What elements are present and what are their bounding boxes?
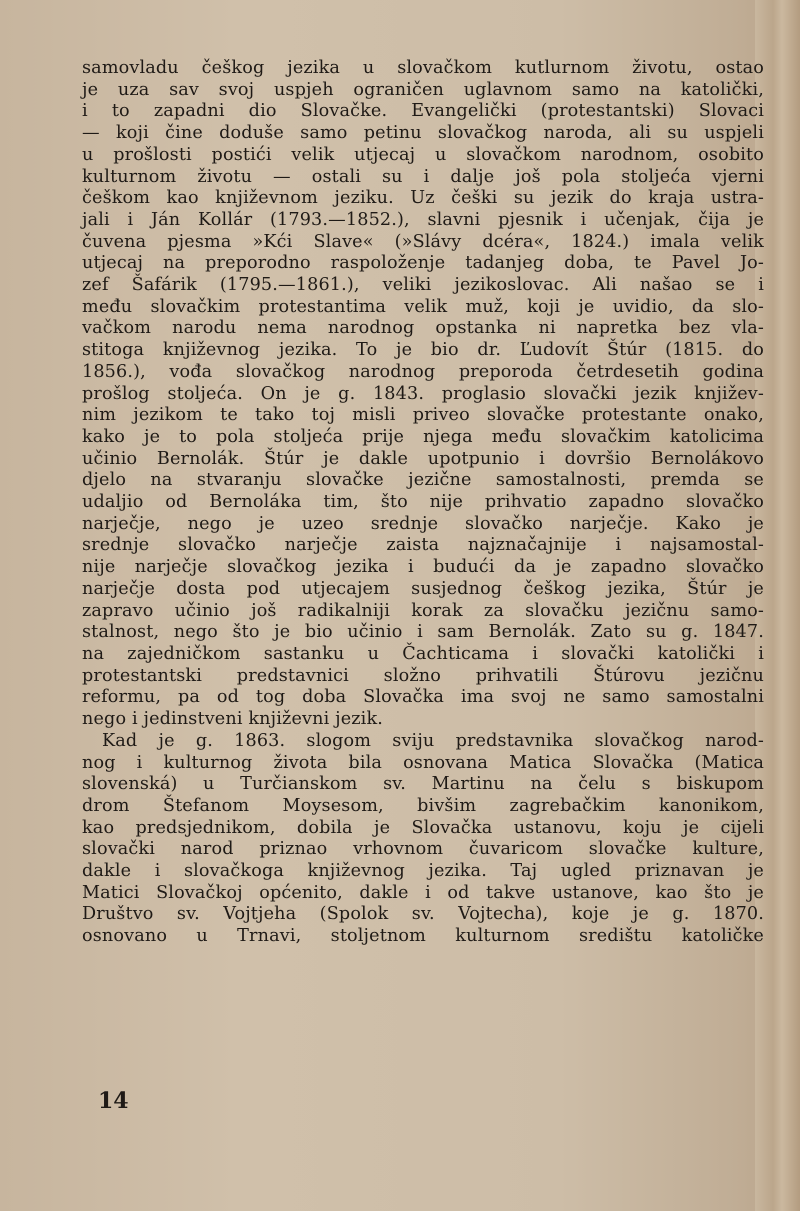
text-line: kao predsjednikom, dobila je Slovačka ustanovu, koju je cijeli — [82, 817, 764, 838]
page-number: 14 — [98, 1088, 129, 1114]
text-line: utjecaj na preporodno raspoloženje tadanjeg doba, te Pavel Jo- — [82, 253, 764, 274]
text-line: nim jezikom te tako toj misli priveo slovačke protestante onako, — [82, 405, 764, 426]
text-line: stalnost, nego što je bio učinio i sam Bernolák. Zato su g. 1847. — [82, 622, 764, 643]
text-line: Matici Slovačkoj općenito, dakle i od takve ustanove, kao što je — [82, 882, 764, 903]
text-line: nije narječje slovačkog jezika i budući da je zapadno slovačko — [82, 557, 764, 578]
text-line: jali i Ján Kollár (1793.—1852.), slavni pjesnik i učenjak, čija je — [82, 209, 764, 230]
text-line: kako je to pola stoljeća prije njega među slovačkim katolicima — [82, 426, 764, 447]
text-line: nog i kulturnog života bila osnovana Matica Slovačka (Matica — [82, 752, 764, 773]
body-text — [82, 58, 764, 948]
text-line: udaljio od Bernoláka tim, što nije prihvatio zapadno slovačko — [82, 492, 764, 513]
text-line: na zajedničkom sastanku u Čachticama i slovački katolički i — [82, 643, 764, 664]
text-line: Društvo sv. Vojtjeha (Spolok sv. Vojtecha), koje je g. 1870. — [82, 904, 764, 925]
text-line: drom Štefanom Moysesom, bivšim zagrebačkim kanonikom, — [82, 795, 764, 816]
text-line: — koji čine doduše samo petinu slovačkog naroda, ali su uspjeli — [82, 123, 764, 144]
text-line: narječje dosta pod utjecajem susjednog češkog jezika, Štúr je — [82, 578, 764, 599]
text-line: češkom kao književnom jeziku. Uz češki su jezik do kraja ustra- — [82, 188, 764, 209]
text-line: djelo na stvaranju slovačke jezične samostalnosti, premda se — [82, 470, 764, 491]
text-line: kulturnom životu — ostali su i dalje još pola stoljeća vjerni — [82, 166, 764, 187]
text-line: srednje slovačko narječje zaista najznačajnije i najsamostal- — [82, 535, 764, 556]
text-line: reformu, pa od tog doba Slovačka ima svoj ne samo samostalni — [82, 687, 764, 708]
text-line: protestantski predstavnici složno prihvatili Štúrovu jezičnu — [82, 665, 764, 686]
text-line: u prošlosti postići velik utjecaj u slovačkom narodnom, osobito — [82, 144, 764, 165]
text-line: čuvena pjesma »Kći Slave« (»Slávy dcéra«, 1824.) imala velik — [82, 231, 764, 252]
text-line: slovački narod priznao vrhovnom čuvaricom slovačke kulture, — [82, 839, 764, 860]
text-line: stitoga književnog jezika. To je bio dr. Ľudovít Štúr (1815. do — [82, 340, 764, 361]
text-line: 1856.), vođa slovačkog narodnog preporoda četrdesetih godina — [82, 361, 764, 382]
text-line: narječje, nego je uzeo srednje slovačko narječje. Kako je — [82, 513, 764, 534]
text-line: samovladu češkog jezika u slovačkom kutlurnom životu, ostao — [82, 58, 764, 78]
text-line: je uza sav svoj uspjeh ograničen uglavnom samo na katolički, — [82, 79, 764, 100]
text-line: slovenská) u Turčianskom sv. Martinu na čelu s biskupom — [82, 774, 764, 795]
text-line: Kad je g. 1863. slogom sviju predstavnika slovačkog narod- — [102, 730, 764, 751]
text-line: osnovano u Trnavi, stoljetnom kulturnom središtu katoličke — [82, 926, 764, 947]
text-line: učinio Bernolák. Štúr je dakle upotpunio i dovršio Bernolákovo — [82, 448, 764, 469]
text-line: zef Šafárik (1795.—1861.), veliki jezikoslovac. Ali našao se i — [82, 275, 764, 296]
text-line: vačkom narodu nema narodnog opstanka ni napretka bez vla- — [82, 318, 764, 339]
text-line: nego i jedinstveni književni jezik. — [82, 709, 384, 730]
text-line: zapravo učinio još radikalniji korak za slovačku jezičnu samo- — [82, 600, 764, 621]
text-line: i to zapadni dio Slovačke. Evangelički (protestantski) Slovaci — [82, 101, 764, 122]
text-line: dakle i slovačkoga književnog jezika. Taj ugled priznavan je — [82, 861, 764, 882]
text-line: među slovačkim protestantima velik muž, koji je uvidio, da slo- — [82, 296, 764, 317]
text-line: prošlog stoljeća. On je g. 1843. proglasio slovački jezik književ- — [82, 383, 764, 404]
